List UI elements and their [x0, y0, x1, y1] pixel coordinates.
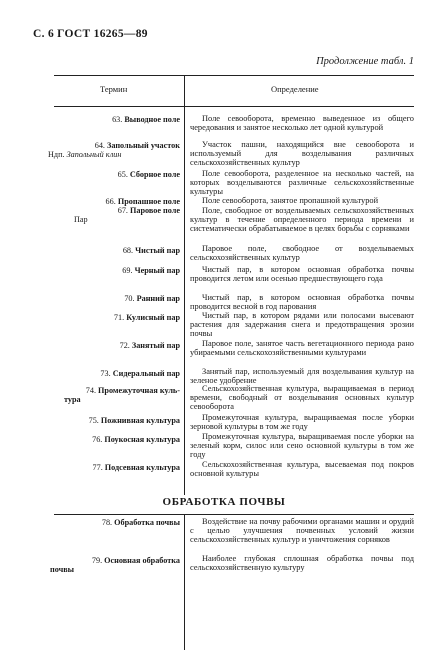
page-header: С. 6 ГОСТ 16265—89 — [33, 28, 148, 40]
term-text: Запольный участок — [107, 141, 180, 150]
term-number: 65. — [117, 170, 128, 179]
term-68 — [54, 246, 180, 256]
definition-65: Поле севооборота, разделенное на несколько частей, на которых возделываются различные сельскохозяйственные культуры — [190, 169, 414, 196]
term-text: Ранний пар — [136, 294, 180, 303]
term-number: 63. — [112, 115, 123, 124]
term-number: 75. — [88, 416, 99, 425]
column-divider — [184, 75, 185, 495]
term-number: 72. — [119, 341, 130, 350]
column-header-definition: Определение — [271, 84, 319, 94]
term-75 — [54, 416, 180, 426]
term-ndp-label: Ндп. — [48, 150, 65, 159]
term-number: 74. — [85, 386, 96, 395]
term-text: Паровое поле — [130, 206, 180, 215]
definition-63: Поле севооборота, временно выведенное из общего чередования и занятое несколько лет одной культурой — [190, 114, 414, 132]
term-number: 66. — [105, 197, 116, 206]
term-64-nonrecommended — [48, 150, 178, 160]
term-77 — [54, 463, 180, 473]
definition-66: Поле севооборота, занятое пропашной культурой — [202, 196, 379, 205]
section-title: ОБРАБОТКА ПОЧВЫ — [162, 496, 286, 508]
term-text: Пропашное поле — [117, 197, 180, 206]
term-79-continuation: почвы — [50, 565, 75, 574]
term-text: Кулисный пар — [126, 313, 180, 322]
term-text: Промежуточная куль- — [98, 386, 180, 395]
definition-67: Поле, свободное от возделываемых сельскохозяйственных культур в течение определенного периода времени и систематически обрабатываемое в целях борьбы с сорняками — [190, 206, 414, 233]
term-text: Сидеральный пар — [112, 369, 180, 378]
term-text: Подсевная культура — [104, 463, 180, 472]
table-continuation-label: Продолжение табл. 1 — [316, 56, 414, 67]
table-header-rule — [54, 106, 414, 107]
definition-69: Чистый пар, в котором основная обработка почвы проводится летом или осенью предшествующего года — [190, 265, 414, 283]
term-text: Основная обработка — [104, 556, 180, 565]
term-number: 68. — [122, 246, 134, 255]
definition-79: Наиболее глубокая сплошная обработка почвы под сельскохозяйственную культуру — [190, 554, 414, 572]
definition-74: Сельскохозяйственная культура, выращиваемая в период времени, свободный от возделывания основных культур севооборота — [190, 384, 414, 411]
term-number: 69. — [122, 266, 133, 275]
term-78 — [54, 518, 180, 528]
term-number: 64. — [94, 141, 105, 150]
term-72 — [54, 341, 180, 351]
term-70 — [54, 294, 180, 304]
definition-78: Воздействие на почву рабочими органами машин и орудий с целью улучшения почвенных условий жизни сельскохозяйственных культур и уничтожения сорняков — [190, 517, 414, 544]
definition-73: Занятый пар, используемый для возделывания культур на зеленое удобрение — [190, 367, 414, 385]
definition-77: Сельскохозяйственная культура, высеваемая под покров основной культуры — [190, 460, 414, 478]
definition-72: Паровое поле, занятое часть вегетационного периода рано убираемыми сельскохозяйственными культурами — [190, 339, 414, 357]
definition-68: Паровое поле, свободное от возделываемых сельскохозяйственных культур — [190, 244, 414, 262]
term-number: 78. — [101, 518, 113, 527]
definition-64: Участок пашни, находящийся вне севооборота и используемый для возделывания различных сельскохозяйственных культур — [190, 140, 414, 167]
term-text: Чистый пар — [135, 246, 180, 255]
section-top-rule — [54, 514, 414, 515]
section-column-divider — [184, 514, 185, 650]
term-65 — [54, 170, 180, 180]
term-number: 73. — [100, 369, 111, 378]
definition-75: Промежуточная культура, выращиваемая после уборки зерновой культуры в том же году — [190, 413, 414, 431]
term-74-continuation: тура — [64, 395, 81, 404]
term-73 — [54, 369, 180, 379]
term-number: 76. — [92, 435, 103, 444]
term-63 — [54, 115, 180, 125]
term-ndp-text: Запольный клин — [66, 150, 122, 159]
term-number: 71. — [113, 313, 125, 322]
term-number: 67. — [117, 206, 128, 215]
term-76 — [54, 435, 180, 445]
term-text: Пожнивная культура — [100, 416, 180, 425]
term-text: Занятый пар — [131, 341, 180, 350]
term-text: Сборное поле — [129, 170, 180, 179]
definition-76: Промежуточная культура, выращиваемая после уборки на зеленый корм, силос или сено основной культуры в том же году — [190, 432, 414, 459]
term-number: 79. — [91, 556, 103, 565]
term-69 — [54, 266, 180, 276]
term-text: Обработка почвы — [114, 518, 180, 527]
term-67-synonym: Пар — [74, 215, 88, 224]
term-number: 70. — [124, 294, 135, 303]
definition-70: Чистый пар, в котором основная обработка почвы проводится весной в год парования — [190, 293, 414, 311]
table-top-rule — [54, 75, 414, 76]
term-text: Черный пар — [134, 266, 180, 275]
definition-71: Чистый пар, в котором рядами или полосами высевают растения для задержания снега и предотвращения эрозии почвы — [190, 311, 414, 338]
column-header-term: Термин — [100, 84, 128, 94]
term-number: 77. — [92, 463, 103, 472]
term-text: Выводное поле — [124, 115, 180, 124]
term-text: Поукосная культура — [104, 435, 180, 444]
term-71 — [54, 313, 180, 323]
